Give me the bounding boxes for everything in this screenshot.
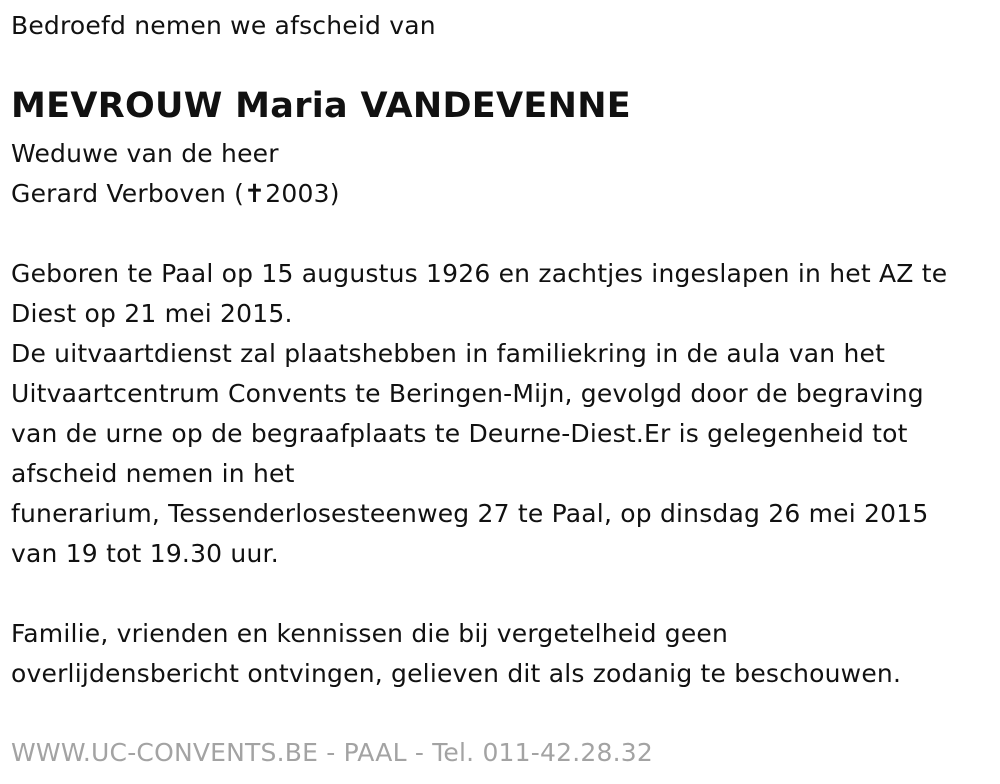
deceased-name: MEVROUW Maria VANDEVENNE [11, 86, 631, 126]
notice-closing [11, 614, 901, 694]
body-line: Uitvaartcentrum Convents te Beringen-Mijn, gevolgd door de begraving [11, 379, 924, 408]
spouse-intro: Weduwe van de heer [11, 139, 279, 168]
body-line: afscheid nemen in het [11, 459, 295, 488]
body-line: funerarium, Tessenderlosesteenweg 27 te Paal, op dinsdag 26 mei 2015 [11, 499, 929, 528]
body-line: van 19 tot 19.30 uur. [11, 539, 279, 568]
closing-line: overlijdensbericht ontvingen, gelieven dit als zodanig te beschouwen. [11, 659, 902, 688]
notice-body [11, 254, 947, 574]
spouse-name: Gerard Verboven ( [11, 179, 245, 208]
body-line: Diest op 21 mei 2015. [11, 299, 293, 328]
footer-contact: WWW.UC-CONVENTS.BE - PAAL - Tel. 011-42.28.32 [11, 738, 653, 767]
closing-line: Familie, vrienden en kennissen die bij vergetelheid geen [11, 619, 729, 648]
spouse-death-year: 2003) [265, 179, 340, 208]
intro-text: Bedroefd nemen we afscheid van [11, 11, 436, 40]
spouse-line [11, 174, 340, 214]
body-line: van de urne op de begraafplaats te Deurne-Diest.Er is gelegenheid tot [11, 419, 908, 448]
cross-icon: ✝ [244, 179, 266, 208]
body-line: Geboren te Paal op 15 augustus 1926 en zachtjes ingeslapen in het AZ te [11, 259, 948, 288]
body-line: De uitvaartdienst zal plaatshebben in familiekring in de aula van het [11, 339, 886, 368]
